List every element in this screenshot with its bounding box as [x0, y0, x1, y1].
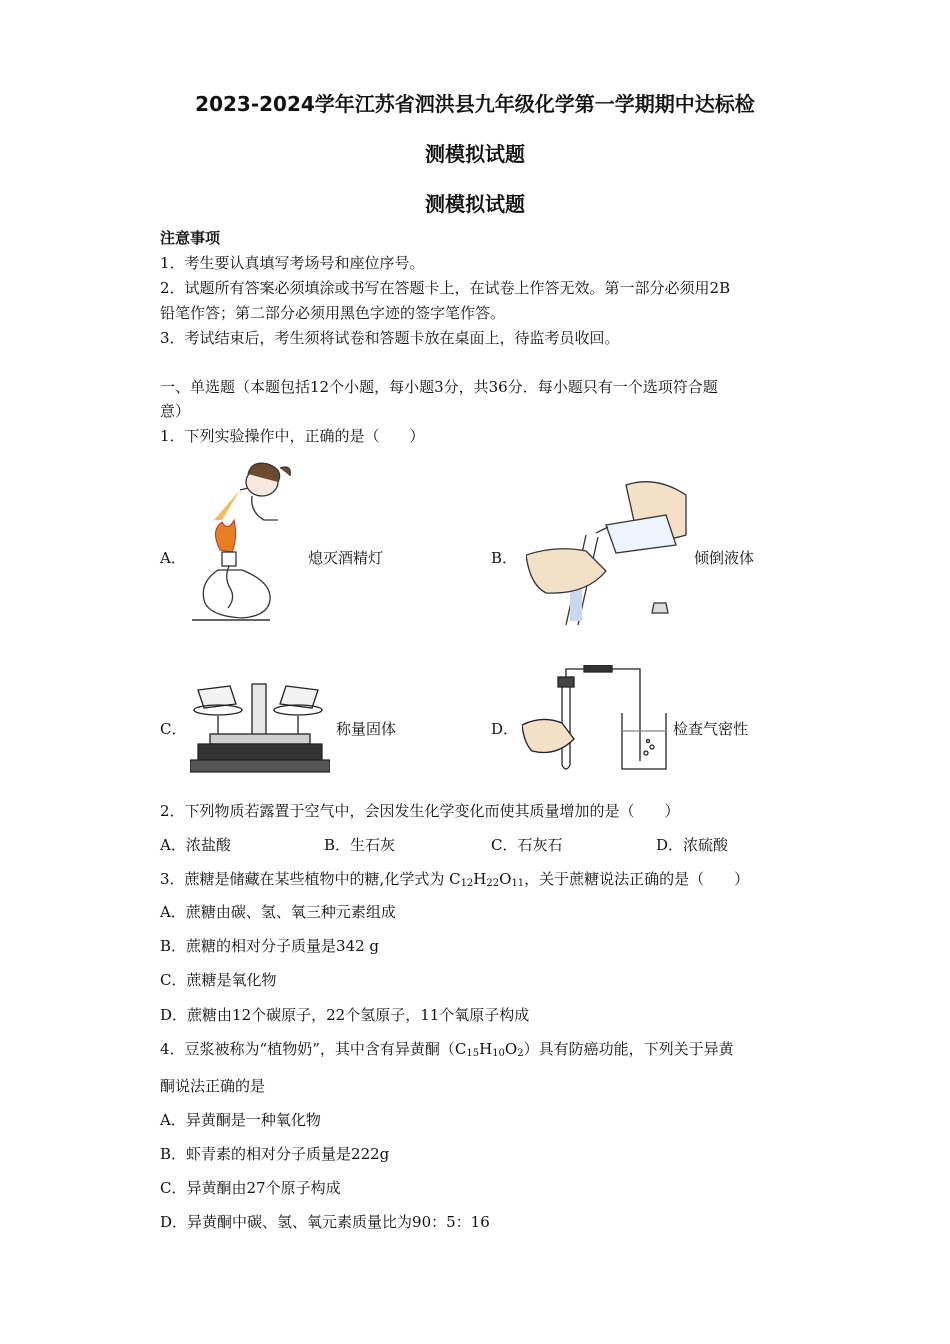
- page-title-line2: 测模拟试题: [425, 142, 525, 166]
- q3-option-c: C．蔗糖是氧化物: [160, 971, 277, 989]
- notice-item: 1．考生要认真填写考场号和座位序号。: [160, 254, 425, 272]
- figure-balance-scale: [190, 680, 330, 775]
- notice-item: 3．考试结束后，考生须将试卷和答题卡放在桌面上，待监考员收回。: [160, 329, 620, 347]
- q2-option-d: D．浓硫酸: [656, 836, 729, 854]
- option-c-caption: 称量固体: [336, 720, 397, 738]
- q4-option-b: B．虾青素的相对分子质量是222g: [160, 1145, 390, 1163]
- figure-extinguish-alcohol-lamp: [192, 460, 302, 625]
- notice-heading: 注意事项: [160, 229, 221, 247]
- q3-option-b: B．蔗糖的相对分子质量是342 g: [160, 937, 380, 955]
- option-c-letter: C．: [160, 720, 187, 738]
- page-title-line3: 测模拟试题: [425, 192, 525, 216]
- q3-option-d: D．蔗糖由12个碳原子，22个氢原子，11个氧原子构成: [160, 1006, 530, 1024]
- figure-pour-liquid: [526, 475, 691, 625]
- q2-option-a: A．浓盐酸: [160, 836, 231, 854]
- q4-option-d: D．异黄酮中碳、氢、氧元素质量比为90：5：16: [160, 1213, 490, 1231]
- notice-item: 2．试题所有答案必须填涂或书写在答题卡上，在试卷上作答无效。第一部分必须用2B: [160, 279, 731, 297]
- question-2-stem: 2．下列物质若露置于空气中，会因发生化学变化而使其质量增加的是（ ）: [160, 802, 680, 820]
- figure-check-airtightness: [522, 665, 672, 775]
- question-4-stem: 4．豆浆被称为“植物奶”，其中含有异黄酮$(C_{15}H_{10}O_2)$具有防癌功能，下列关于异黄: [160, 1040, 734, 1059]
- page-title: 2023-2024学年江苏省泗洪县九年级化学第一学期期中达标检: [195, 92, 755, 116]
- option-a-caption: 熄灭酒精灯: [308, 549, 384, 567]
- q4-option-a: A．异黄酮是一种氧化物: [160, 1111, 321, 1129]
- option-d-letter: D．: [491, 720, 519, 738]
- q2-option-c: C．石灰石: [491, 836, 563, 854]
- q3-option-a: A．蔗糖由碳、氢、氧三种元素组成: [160, 903, 396, 921]
- option-b-caption: 倾倒液体: [694, 549, 755, 567]
- q4-option-c: C．异黄酮由27个原子构成: [160, 1179, 341, 1197]
- section-heading-cont: 意）: [160, 402, 191, 420]
- question-4-stem-cont: 酮说法正确的是: [160, 1077, 266, 1095]
- option-b-letter: B．: [491, 549, 518, 567]
- section-heading: 一、单选题（本题包括12个小题，每小题3分，共36分．每小题只有一个选项符合题: [160, 378, 718, 396]
- option-d-caption: 检查气密性: [673, 720, 749, 738]
- question-1-stem: 1．下列实验操作中，正确的是（ ）: [160, 427, 425, 445]
- option-a-letter: A．: [160, 549, 186, 567]
- notice-item: 铅笔作答；第二部分必须用黑色字迹的签字笔作答。: [160, 304, 506, 322]
- question-3-stem: 3．蔗糖是储藏在某些植物中的糖,化学式为 $C_{12}H_{22}O_{11}$，关于蔗糖说法正确的是（ ）: [160, 870, 750, 889]
- q2-option-b: B．生石灰: [324, 836, 396, 854]
